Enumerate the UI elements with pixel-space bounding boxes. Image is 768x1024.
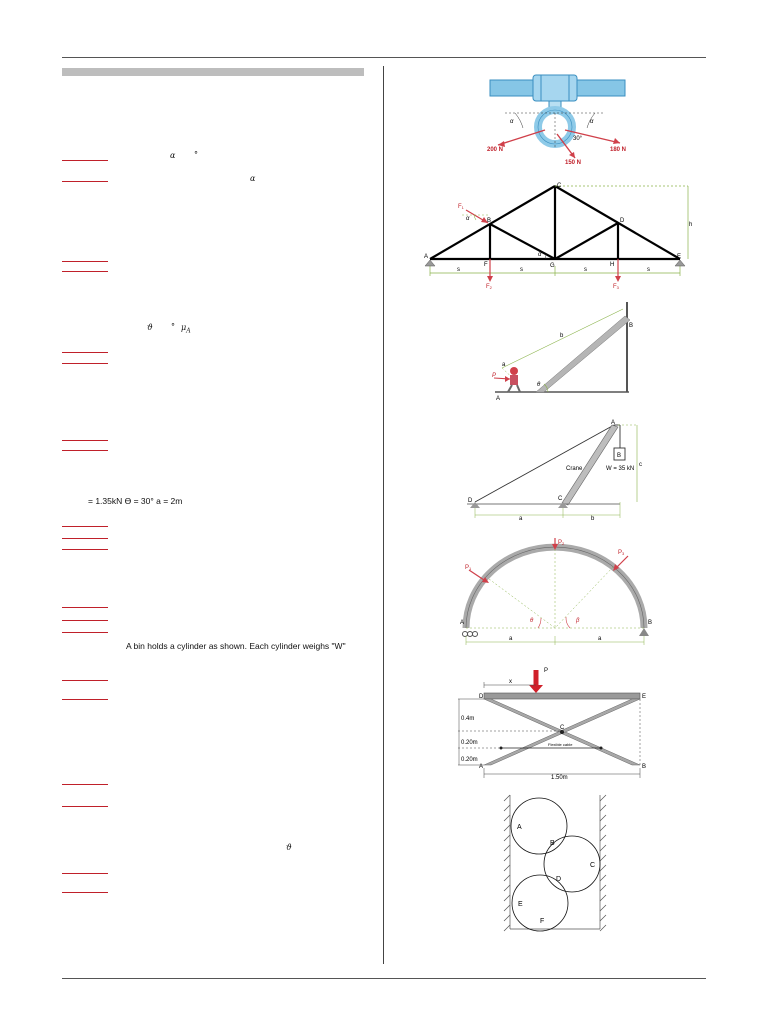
mu-symbol: $\mu_A$	[181, 323, 191, 335]
angle-label: θ	[537, 382, 541, 388]
answer-line	[62, 632, 108, 633]
point-label: C	[560, 725, 565, 731]
force-label: P2	[558, 540, 565, 546]
node-label: E	[677, 254, 682, 260]
answer-line	[62, 607, 108, 608]
alpha-symbol: α	[250, 174, 256, 183]
alpha-label: α	[466, 216, 470, 222]
point-label: A	[479, 764, 484, 770]
force-label: P1	[465, 565, 472, 571]
force-label: P3	[618, 550, 625, 556]
point-label: D	[468, 498, 473, 504]
angle-label: θ	[530, 618, 534, 624]
dim-label: c	[639, 462, 642, 468]
point-label: B	[648, 620, 653, 626]
ladder-figure	[490, 300, 632, 402]
point-label: B	[629, 323, 634, 329]
force-label: 150 N	[565, 160, 582, 166]
answer-line	[62, 160, 108, 161]
node-label: B	[487, 218, 492, 224]
answer-line	[62, 526, 108, 527]
force-label: 200 N	[487, 147, 504, 153]
angle-label: β	[576, 618, 580, 624]
truss-figure	[422, 180, 694, 290]
force-label: F3	[613, 284, 619, 290]
span-label: s	[457, 267, 460, 273]
dim-label: a	[509, 636, 513, 642]
answer-line	[62, 806, 108, 807]
cable-label: Flexible cable	[548, 742, 573, 747]
segment-label: a	[502, 362, 506, 368]
section-header-bar	[62, 68, 364, 76]
cylinder-bin-figure	[500, 793, 616, 933]
column-divider	[383, 66, 384, 964]
degree-symbol: °	[171, 322, 175, 331]
theta-symbol: ϑ	[147, 323, 153, 332]
answer-line	[62, 440, 108, 441]
arch-figure	[458, 536, 656, 648]
answer-line	[62, 538, 108, 539]
answer-line	[62, 363, 108, 364]
node-label: G	[550, 263, 555, 269]
node-label: C	[557, 183, 562, 189]
cylinder-label: B	[550, 840, 555, 847]
dim-label: b	[591, 516, 595, 522]
point-label: D	[479, 694, 484, 700]
answer-line	[62, 450, 108, 451]
point-label: A	[496, 396, 501, 402]
alpha-symbol: α	[170, 151, 176, 160]
node-label: A	[424, 254, 429, 260]
alpha-label: α	[538, 252, 542, 258]
problem-text: A bin holds a cylinder as shown. Each cylinder weighs "W"	[126, 641, 346, 651]
dim-label: 0.20m	[461, 740, 478, 746]
weight-label: W = 35 kN	[606, 466, 635, 472]
dim-label: 0.20m	[461, 757, 478, 763]
scissor-lift-figure	[456, 662, 656, 780]
span-label: s	[647, 267, 650, 273]
node-label: H	[610, 262, 615, 268]
crane-label: Crane	[566, 466, 583, 472]
point-label: A	[611, 420, 616, 426]
answer-line	[62, 352, 108, 353]
dim-label: x	[509, 679, 512, 685]
dim-label: a	[598, 636, 602, 642]
dim-label: a	[519, 516, 523, 522]
dim-label: 1.50m	[551, 775, 568, 781]
height-label: h	[689, 222, 693, 228]
degree-symbol: °	[194, 150, 198, 159]
force-label: P	[544, 668, 549, 674]
answer-line	[62, 620, 108, 621]
span-label: s	[520, 267, 523, 273]
node-label: D	[620, 218, 625, 224]
angle-label: 30°	[573, 136, 583, 142]
answer-line	[62, 181, 108, 182]
answer-line	[62, 549, 108, 550]
cylinder-label: E	[518, 901, 523, 908]
force-label: 180 N	[610, 147, 627, 153]
span-label: s	[584, 267, 587, 273]
theta-symbol: ϑ	[286, 843, 292, 852]
crane-figure	[462, 420, 648, 522]
force-label: F1	[458, 204, 464, 210]
point-label: B	[642, 764, 647, 770]
answer-line	[62, 784, 108, 785]
cylinder-label: C	[590, 862, 596, 869]
top-rule	[62, 57, 706, 58]
pipe-ring-figure	[485, 72, 630, 172]
cylinder-label: F	[540, 918, 545, 925]
answer-line	[62, 699, 108, 700]
force-label: P	[492, 373, 497, 379]
length-label: b	[560, 333, 564, 339]
given-values: = 1.35kN ϴ = 30° a = 2m	[88, 496, 183, 506]
cylinder-label: A	[517, 824, 522, 831]
force-label: F2	[486, 284, 492, 290]
answer-line	[62, 680, 108, 681]
cylinder-label: D	[556, 876, 562, 883]
answer-line	[62, 873, 108, 874]
point-label: C	[558, 496, 563, 502]
point-label: A	[460, 620, 465, 626]
point-label: E	[642, 694, 647, 700]
point-label: B	[617, 453, 622, 459]
dim-label: 0.4m	[461, 716, 475, 722]
answer-line	[62, 892, 108, 893]
answer-line	[62, 271, 108, 272]
alpha-label: α	[590, 119, 594, 125]
answer-line	[62, 261, 108, 262]
node-label: F	[484, 262, 488, 268]
alpha-label: α	[510, 119, 514, 125]
bottom-rule	[62, 978, 706, 979]
